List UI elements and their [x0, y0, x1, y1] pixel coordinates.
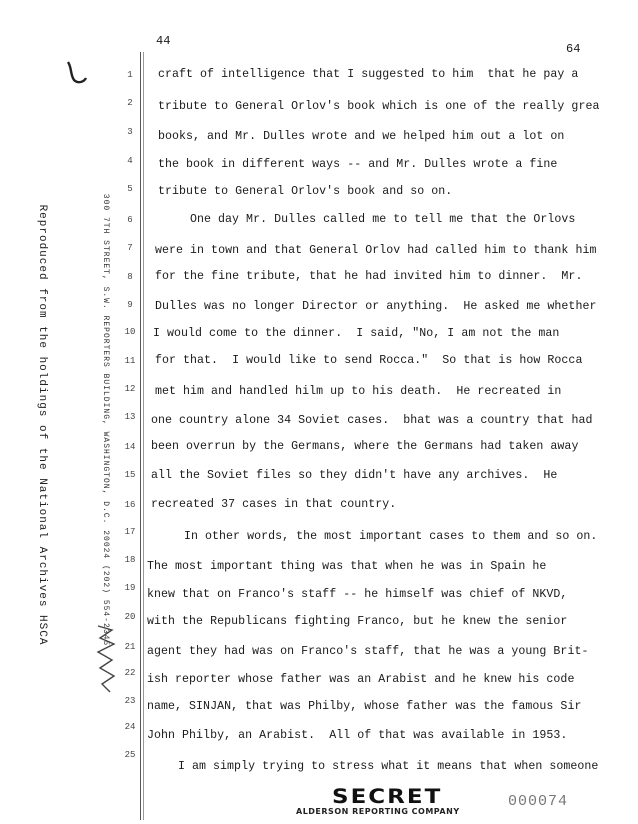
transcript-line: were in town and that General Orlov had called him to thank him — [155, 244, 597, 257]
document-stamp-number: 000074 — [508, 793, 569, 810]
line-number: 7 — [127, 243, 133, 253]
margin-rule-secondary — [143, 52, 144, 820]
line-number: 5 — [127, 184, 133, 194]
page-number-right: 64 — [566, 42, 581, 56]
transcript-line: One day Mr. Dulles called me to tell me that the Orlovs — [190, 213, 576, 226]
reporter-address-note: 300 7TH STREET, S.W. REPORTERS BUILDING, WASHINGTON, D.C. 20024 (202) 554-2345 — [101, 193, 110, 647]
transcript-line: In other words, the most important cases to them and so on. — [184, 530, 598, 543]
transcript-line: tribute to General Orlov's book which is one of the really grea — [158, 100, 600, 113]
line-number: 24 — [124, 722, 136, 732]
line-number: 23 — [124, 696, 136, 706]
scribble-mark-icon — [92, 620, 120, 700]
line-number: 17 — [124, 527, 136, 537]
transcript-line: with the Republicans fighting Franco, but he knew the senior — [147, 615, 568, 628]
transcript-line: for the fine tribute, that he had invited him to dinner. Mr. — [155, 270, 583, 283]
transcript-line: tribute to General Orlov's book and so on. — [158, 185, 453, 198]
transcript-line: craft of intelligence that I suggested to him that he pay a — [158, 68, 579, 81]
line-number: 6 — [127, 215, 133, 225]
line-number: 8 — [127, 272, 133, 282]
line-number: 4 — [127, 156, 133, 166]
transcript-line: I would come to the dinner. I said, "No, I am not the man — [153, 327, 560, 340]
line-number: 12 — [124, 384, 136, 394]
transcript-line: recreated 37 cases in that country. — [151, 498, 397, 511]
archive-reproduction-note: Reproduced from the holdings of the National Archives HSCA — [36, 204, 48, 646]
reporting-company: ALDERSON REPORTING COMPANY — [296, 807, 460, 816]
transcript-line: knew that on Franco's staff -- he himself was chief of NKVD, — [147, 588, 568, 601]
transcript-line: name, SINJAN, that was Philby, whose father was the famous Sir — [147, 700, 582, 713]
line-number: 11 — [124, 356, 136, 366]
line-number: 20 — [124, 612, 136, 622]
line-number: 9 — [127, 300, 133, 310]
transcript-line: the book in different ways -- and Mr. Dulles wrote a fine — [158, 158, 558, 171]
line-number: 1 — [127, 70, 133, 80]
line-number: 13 — [124, 412, 136, 422]
line-number: 18 — [124, 555, 136, 565]
transcript-line: been overrun by the Germans, where the Germans had taken away — [151, 440, 579, 453]
line-number: 3 — [127, 127, 133, 137]
line-number: 25 — [124, 750, 136, 760]
line-number: 10 — [124, 327, 136, 337]
classification-marking: SECRET — [332, 785, 443, 809]
line-number: 22 — [124, 668, 136, 678]
transcript-line: John Philby, an Arabist. All of that was available in 1953. — [147, 729, 568, 742]
line-number: 15 — [124, 470, 136, 480]
transcript-line: ish reporter whose father was an Arabist and he knew his code — [147, 673, 575, 686]
line-number: 19 — [124, 583, 136, 593]
transcript-line: for that. I would like to send Rocca." So that is how Rocca — [155, 354, 583, 367]
line-number: 21 — [124, 642, 136, 652]
transcript-line: The most important thing was that when he was in Spain he — [147, 560, 547, 573]
transcript-line: Dulles was no longer Director or anything. He asked me whether — [155, 300, 597, 313]
transcript-line: I am simply trying to stress what it means that when someone — [178, 760, 599, 773]
line-number: 2 — [127, 98, 133, 108]
transcript-line: books, and Mr. Dulles wrote and we helped him out a lot on — [158, 130, 565, 143]
line-number: 14 — [124, 442, 136, 452]
transcript-line: one country alone 34 Soviet cases. bhat was a country that had — [151, 414, 593, 427]
transcript-line: met him and handled hilm up to his death. He recreated in — [155, 385, 562, 398]
page-number-left: 44 — [156, 34, 171, 48]
handwritten-mark-icon — [60, 58, 90, 88]
margin-rule — [140, 52, 141, 820]
transcript-line: all the Soviet files so they didn't have any archives. He — [151, 469, 558, 482]
line-number: 16 — [124, 500, 136, 510]
transcript-line: agent they had was on Franco's staff, that he was a young Brit- — [147, 645, 589, 658]
